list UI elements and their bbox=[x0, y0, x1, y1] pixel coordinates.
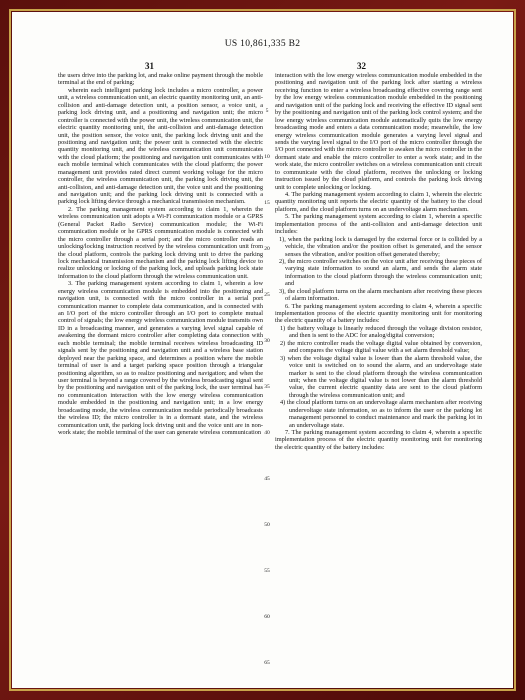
patent-number: US 10,861,335 B2 bbox=[224, 39, 301, 49]
list-item: 1), when the parking lock is damaged by the external force or is collided by a vehicle, the vibration and/or the position offset is generated, and the sensor senses the vibration, and/or position offset generated thereby; bbox=[279, 235, 482, 258]
line-number: 15 bbox=[264, 200, 270, 206]
paragraph: 4. The parking management system according to claim 1, wherein the electric quantity monitoring unit reports the electric quantity of the battery to the cloud platform, and the cloud platform turns on an undervoltage alarm mechanism. bbox=[275, 191, 482, 213]
paragraph: 2. The parking management system according to claim 1, wherein the wireless communication unit adopts a Wi-Fi communication module or a GPRS (General Packet Radio Service) communication module; the Wi-Fi communication module or he GPRS communication module is connected with the micro controller through a serial port; and the micro controller reads an unlocking/locking instruction received by the wireless communication unit from the cloud platform, controls the parking lock driving unit to drive the parking lock mechanical transmission mechanism and the parking lock lifting device to realize unlocking or locking of the parking lock, and uploads parking lock state information to the cloud platform through the wireless communication unit. bbox=[58, 205, 263, 280]
line-number: 5 bbox=[265, 108, 269, 114]
line-number: 40 bbox=[264, 430, 270, 436]
list-item: 1) the battery voltage is linearly reduced through the voltage division resistor, and then is sent to the ADC for analog/digital conversion; bbox=[280, 324, 482, 340]
paragraph: 5. The parking management system according to claim 1, wherein a specific implementation process of the anti-collision and anti-damage detection unit includes: bbox=[275, 213, 482, 236]
right-column bbox=[275, 72, 482, 678]
line-number: 30 bbox=[264, 338, 270, 344]
line-number: 25 bbox=[264, 292, 270, 298]
column-number-right: 32 bbox=[357, 61, 366, 71]
paragraph: 6. The parking management system according to claim 4, wherein a specific implementation process of the electric quantity monitoring unit for monitoring the electric quantity of a battery includes: bbox=[275, 302, 482, 325]
line-number: 65 bbox=[264, 660, 270, 666]
paragraph: interaction with the low energy wireless communication module embedded in the positioning and navigation unit of the parking lock after starting a wireless receiving function to enter a wireless broadcasting effective covering range sent by the low energy wireless communication module embedded in the positioning and navigation unit of the parking lock and receiving the effective ID signal sent by the positioning and navigation unit of the parking lock control system; and the low energy wireless communication module automatically quits the low energy broadcasting mode and enters a data communication mode; meanwhile, the low energy wireless communication module generates a varying level signal and sends the varying level signal to the I/O port of the micro controller through the I/O port connected with the micro controller to awaken the micro controller in the dormant state and enable the micro controller to enter a work state; and in the work state, the micro controller switches on a wireless communication unit circuit to communicate with the cloud platform, receives the unlocking or locking instruction issued by the cloud platform, and controls the parking lock driving unit to complete unlocking or locking. bbox=[275, 72, 482, 191]
line-number: 10 bbox=[264, 154, 270, 160]
document-page bbox=[12, 12, 513, 688]
list-item: 3) when the voltage digital value is lower than the alarm threshold value, the voice unit is switched on to sound the alarm, and an undervoltage state marker is sent to the cloud platform through the wireless communication unit; when the voltage digital value is not lower than the alarm threshold value, the current electric quantity data are sent to the cloud platform through the wireless communication unit; and bbox=[280, 354, 482, 399]
list-item: 2) the micro controller reads the voltage digital value obtained by conversion, and compares the voltage digital value with a set alarm threshold value; bbox=[280, 339, 482, 355]
list-item: 3), the cloud platform turns on the alarm mechanism after receiving these pieces of alarm information. bbox=[279, 287, 482, 303]
line-number: 20 bbox=[264, 246, 270, 252]
line-number: 45 bbox=[264, 476, 270, 482]
line-number: 55 bbox=[264, 568, 270, 574]
paragraph: 7. The parking management system according to claim 4, wherein a specific implementation process of the electric quantity monitoring unit for monitoring the electric quantity of the battery includes: bbox=[275, 429, 482, 451]
paragraph: wherein each intelligent parking lock includes a micro controller, a power unit, a wireless communication unit, an electric quantity monitoring unit, an anti-collision and anti-damage detection unit, a position sensor, a voice unit, a parking lock driving unit, and a positioning and navigation unit; the micro controller is connected with the power unit, the wireless communication unit, the electric quantity monitoring unit, the anti-collision and anti-damage detection unit, the position sensor, the voice unit, the parking lock driving unit and the positioning and navigation unit; the power unit is connected with the electric quantity monitoring unit, and the wireless communication unit communicates with the cloud platform; the positioning and navigation unit communicates with each mobile terminal which communicates with the cloud platform; the power management unit provides rated direct current working voltage for the micro controller, the wireless communication unit, the parking lock driving unit, the anti-collision, and anti-damage detection unit, the voice unit and the positioning and navigation unit; and the parking lock driving unit is connected with a parking lock lifting device through a mechanical transmission mechanism. bbox=[58, 86, 263, 206]
paragraph: 3. The parking management system according to claim 1, wherein a low energy wireless communication module is embedded into the positioning and navigation unit, is connected with the micro controller in a serial port communication manner to complete data communication, and is connected with an I/O port of the micro controller through an I/O port to complete mutual control of signals; the low energy wireless communication module transmits own ID in a broadcasting manner, and generates a varying level signal capable of awakening the dormant micro controller after completing data connection with each mobile terminal; the mobile terminal receives wireless broadcasting ID signals sent by the positioning and navigation unit and a wireless base station deployed near the parking space, and determines a position where the mobile terminal of user is and a target parking space position through a triangular positioning algorithm, so as to realize positioning and navigation; and when the user terminal is beyond a range covered by the wireless broadcasting signal sent by the positioning and navigation unit of the parking lock, the user terminal has no communication interaction with the low energy wireless communication module embedded in the positioning and navigation unit; in a low energy broadcasting mode, the wireless communication module periodically broadcasts the wireless ID; the micro controller is in a dormant state, and the wireless communication unit, the parking lock driving unit and the voice unit are in non-work state; the mobile terminal of the user can generate wireless communication bbox=[58, 280, 263, 436]
line-number: 50 bbox=[264, 522, 270, 528]
line-number: 35 bbox=[264, 384, 270, 390]
line-number: 60 bbox=[264, 614, 270, 620]
left-column bbox=[58, 72, 263, 678]
list-item: 4) the cloud platform turns on an undervoltage alarm mechanism after receiving undervoltage state information, so as to inform the user or the parking lot management personnel to conduct maintenance and mark the parking lot in an undervoltage state. bbox=[280, 399, 482, 429]
paragraph: the users drive into the parking lot, and make online payment through the mobile terminal at the end of parking; bbox=[58, 72, 263, 87]
column-number-left: 31 bbox=[145, 61, 154, 71]
list-item: 2), the micro controller switches on the voice unit after receiving these pieces of varying state information to sound an alarm, and sends the alarm state information to the cloud platform through the wireless communication unit; and bbox=[279, 257, 482, 288]
